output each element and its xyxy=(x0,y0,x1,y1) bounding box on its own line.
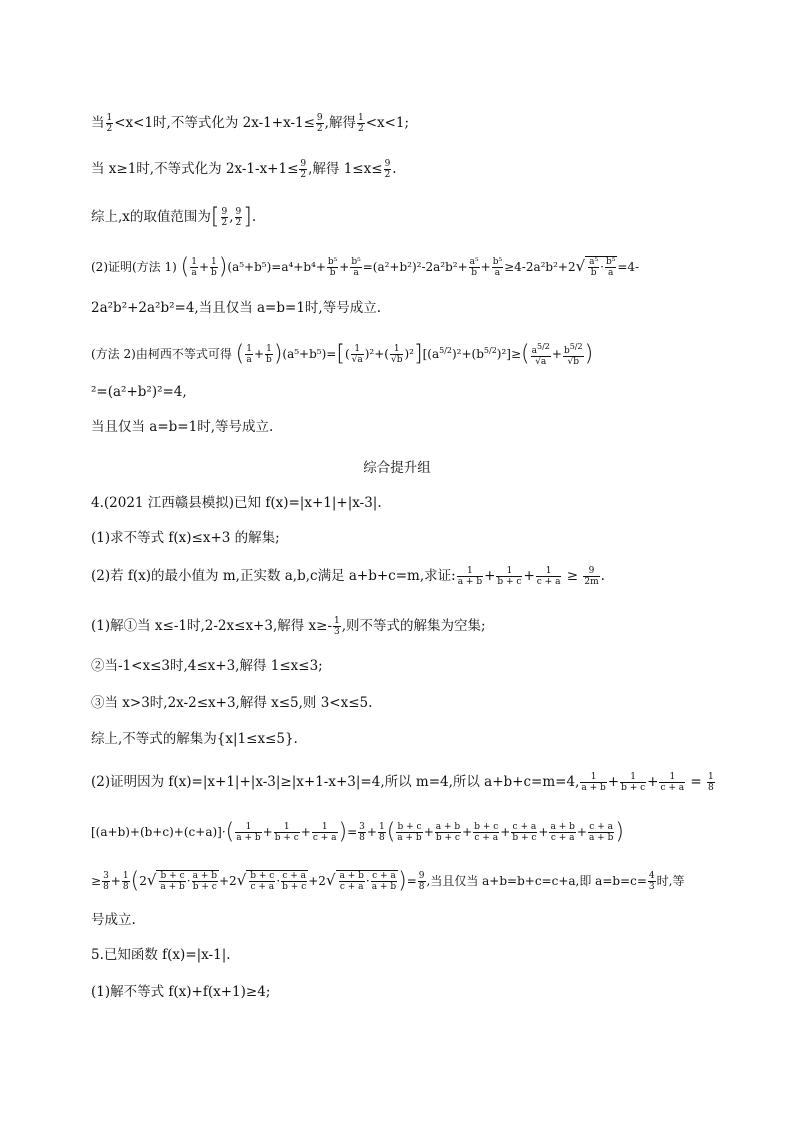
text-line: (1)解①当 x≤-1时,2-2x≤x+3,解得 x≥- $\frac{1}{3}$ ,则不等式的解集为空集; xyxy=(91,616,486,637)
text-line: [(a+b)+(b+c)+(c+a)]·( $\frac{1}{a + b}$ + $\frac{1}{b + c}$ + $\frac{1}{c + a}$ )= $\frac{3}{8}$ + $\frac{1}{8}$ ( $\frac{b + c}{a + b}$ + $\frac{a + b}{b + c}$ + $\frac{b + c}{c + a}$ + $\frac{c + a}{b + c}$ + $\frac{a + b}{c + a}$ + $\frac{c + a}{a + b}$ ) xyxy=(91,819,624,845)
text-line: 2a²b²+2a²b²=4,当且仅当 a=b=1时,等号成立. xyxy=(91,300,381,316)
text-line: ≥ $\frac{3}{8}$ + $\frac{1}{8}$ (2√ $\frac{b + c}{a + b}$ · $\frac{a + b}{b + c}$ +2√ $\frac{b + c}{c + a}$ · $\frac{c + a}{b + c}$ +2√ $\frac{a + b}{c + a}$ · $\frac{c + a}{a + b}$ )= $\frac{9}{8}$ ,当且仅当 a+b=b+c=c+a,即 a=b=c= $\frac{4}{3}$ 时,等 xyxy=(91,868,685,894)
fraction: $\frac{9}{2}$ xyxy=(221,207,228,228)
text-line: ②当-1<x≤3时,4≤x+3,解得 1≤x≤3; xyxy=(91,658,323,674)
fraction: $\frac{1}{2}$ xyxy=(357,113,364,134)
text-line: 号成立. xyxy=(91,912,136,928)
section-heading: 综合提升组 xyxy=(363,460,431,476)
text-line: 当且仅当 a=b=1时,等号成立. xyxy=(91,419,274,435)
text-line: 综上,不等式的解集为{x|1≤x≤5}. xyxy=(91,731,298,747)
text-line: (2)证明(方法 1) ( $\frac{1}{a}$ + $\frac{1}{b}$ )(a⁵+b⁵)=a⁴+b⁴+ $\frac{\text{b⁵}}{b}$ + $\frac{\text{b⁵}}{a}$ =(a²+b²)²-2a²b²+ $\frac{\text{a⁵}}{b}$ + $\frac{\text{b⁵}}{a}$ ≥4-2a²b²+2√ $\frac{\text{a⁵}}{b}$ · $\frac{\text{b⁵}}{a}$ =4- xyxy=(91,254,640,280)
text-line: (1)求不等式 f(x)≤x+3 的解集; xyxy=(91,530,280,546)
fraction: $\frac{9}{2}$ xyxy=(300,159,307,180)
text-line: 当 $\frac{1}{2}$ <x<1时,不等式化为 2x-1+x-1≤ $\frac{9}{2}$ ,解得 $\frac{1}{2}$ <x<1; xyxy=(91,113,410,134)
fraction: $\frac{1}{2}$ xyxy=(106,113,113,134)
text-line: ③当 x>3时,2x-2≤x+3,解得 x≤5,则 3<x≤5. xyxy=(91,695,373,711)
text-line: 综上,x的取值范围为[ $\frac{9}{2}$ , $\frac{9}{2}$ ]. xyxy=(91,204,257,230)
text-line: ²=(a²+b²)²=4, xyxy=(91,384,187,400)
text-line: (2)若 f(x)的最小值为 m,正实数 a,b,c满足 a+b+c=m,求证: $\frac{1}{a + b}$ + $\frac{1}{b + c}$ + $\frac{1}{c + a}$ ≥ $\frac{9}{2m}$ . xyxy=(91,566,605,587)
problem-4-title: 4.(2021 江西赣县模拟)已知 f(x)=|x+1|+|x-3|. xyxy=(91,495,382,511)
fraction: $\frac{9}{2}$ xyxy=(384,159,391,180)
text-line: (2)证明因为 f(x)=|x+1|+|x-3|≥|x+1-x+3|=4,所以 m=4,所以 a+b+c=m=4, $\frac{1}{a + b}$ + $\frac{1}{b + c}$ + $\frac{1}{c + a}$ = $\frac{1}{8}$ xyxy=(91,772,714,793)
text-line: (1)解不等式 f(x)+f(x+1)≥4; xyxy=(91,984,271,1000)
fraction: $\frac{9}{2}$ xyxy=(235,207,242,228)
problem-5-title: 5.已知函数 f(x)=|x-1|. xyxy=(91,947,231,963)
text-line: (方法 2)由柯西不等式可得 ( $\frac{1}{a}$ + $\frac{1}{b}$ )(a⁵+b⁵)=[( $\frac{1}{√a}$ )²+( $\frac{1}{√b}$ )$^2][(a^{5/2})^2+(b^{5/2})^2]\ge$( $\frac{a5/2}{√a}$ + $\frac{b5/2}{√b}$ ) xyxy=(91,341,594,367)
fraction: $\frac{9}{2}$ xyxy=(316,113,323,134)
text-line: 当 x≥1时,不等式化为 2x-1-x+1≤ $\frac{9}{2}$ ,解得 1≤x≤ $\frac{9}{2}$ . xyxy=(91,159,397,180)
